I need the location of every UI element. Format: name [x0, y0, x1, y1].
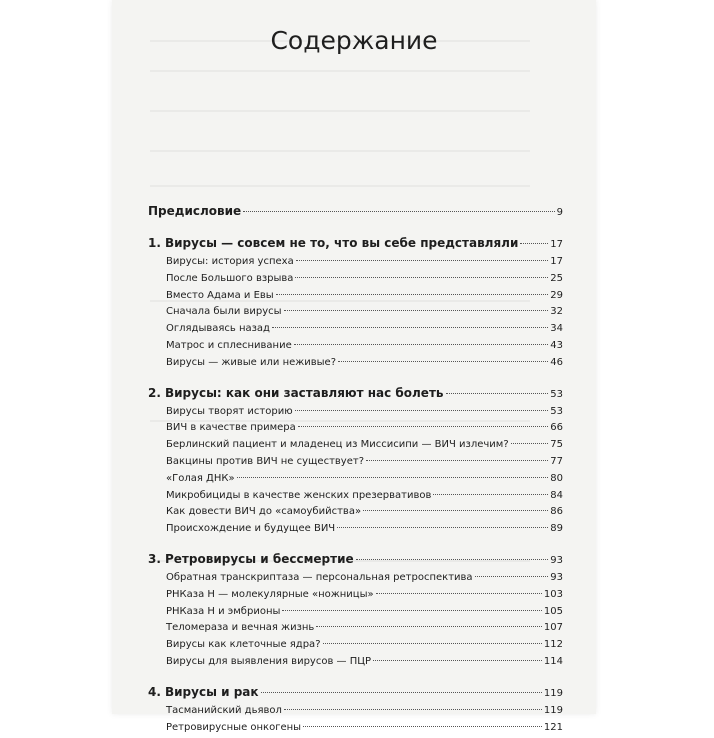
toc-section-title: Вирусы — живые или неживые? — [166, 356, 337, 368]
toc-chapter-page: 93 — [550, 554, 563, 566]
toc-section-page: 32 — [550, 306, 563, 318]
toc-chapter-page: 119 — [543, 687, 563, 699]
toc-section-page: 77 — [550, 455, 563, 467]
toc-section-page: 121 — [543, 721, 563, 733]
toc-section-title: Матрос и сплеснивание — [166, 339, 292, 351]
leader-dots — [376, 593, 542, 594]
leader-dots — [276, 294, 549, 295]
toc-chapter-number: 1. — [148, 236, 161, 250]
toc-preface-page: 9 — [556, 207, 563, 218]
toc-section[interactable] — [148, 490, 563, 507]
toc-chapter-title — [148, 685, 259, 699]
toc-chapter-title — [148, 552, 354, 566]
toc-chapter[interactable] — [148, 236, 563, 256]
toc-section-title: РНКаза Н — молекулярные «ножницы» — [166, 588, 374, 600]
leader-dots — [356, 559, 549, 560]
toc-section-page: 93 — [550, 571, 563, 583]
bleed-through — [150, 185, 530, 187]
toc-chapter-label: Вирусы: как они заставляют нас болеть — [165, 385, 444, 400]
toc-preface-title: Предисловие — [148, 204, 242, 218]
toc-section[interactable] — [148, 406, 563, 423]
toc-section-title: Вирусы: история успеха — [166, 256, 294, 267]
toc-section[interactable] — [148, 606, 563, 623]
toc-section-page: 89 — [550, 523, 563, 535]
toc-section-page: 25 — [550, 272, 563, 284]
toc-section[interactable] — [148, 572, 563, 589]
table-of-contents — [148, 200, 563, 738]
toc-section-page: 17 — [550, 256, 563, 267]
toc-section-title: Теломераза и вечная жизнь — [166, 622, 315, 634]
toc-section-title: Как довести ВИЧ до «самоубийства» — [166, 506, 362, 518]
toc-section[interactable] — [148, 705, 563, 722]
toc-section[interactable] — [148, 422, 563, 439]
toc-section-title: Происхождение и будущее ВИЧ — [166, 523, 336, 535]
toc-chapter[interactable] — [148, 552, 563, 572]
toc-section-page: 114 — [543, 655, 563, 667]
toc-section-title: Тасманийский дьявол — [166, 704, 282, 716]
leader-dots — [237, 477, 549, 478]
toc-chapter-label: Ретровирусы и бессмертие — [165, 551, 354, 566]
toc-chapter-number: 4. — [148, 684, 161, 699]
toc-section-title: После Большого взрыва — [166, 272, 294, 284]
leader-dots — [243, 211, 554, 212]
toc-section[interactable] — [148, 722, 563, 738]
toc-section-title: Обратная транскриптаза — персональная ретроспектива — [166, 571, 473, 583]
toc-section[interactable] — [148, 639, 563, 656]
toc-section-page: 53 — [550, 405, 563, 417]
toc-section-page: 84 — [550, 489, 563, 501]
leader-dots — [272, 327, 548, 328]
toc-chapter-page: 53 — [550, 388, 563, 400]
toc-chapter-title — [148, 386, 444, 400]
toc-chapter-page: 17 — [550, 239, 563, 250]
toc-section-page: 66 — [550, 422, 563, 434]
toc-section-title: Микробициды в качестве женских презервативов — [166, 489, 432, 501]
toc-section-page: 103 — [543, 588, 563, 600]
bleed-through — [150, 70, 530, 72]
leader-dots — [296, 260, 549, 261]
toc-section-page: 34 — [550, 323, 563, 335]
toc-section[interactable] — [148, 290, 563, 307]
toc-section-title: Оглядываясь назад — [166, 323, 270, 335]
leader-dots — [520, 243, 548, 244]
leader-dots — [295, 410, 549, 411]
book-page — [112, 0, 596, 733]
toc-chapter-number: 2. — [148, 385, 161, 400]
toc-section-page: 112 — [543, 639, 563, 651]
leader-dots — [284, 709, 542, 710]
toc-section[interactable] — [148, 323, 563, 340]
toc-section-title: ВИЧ в качестве примера — [166, 422, 296, 434]
toc-section[interactable] — [148, 523, 563, 540]
toc-section[interactable] — [148, 439, 563, 456]
toc-section-title: Вакцины против ВИЧ не существует? — [166, 455, 364, 467]
toc-section-page: 107 — [543, 622, 563, 634]
toc-chapter-label: Вирусы — совсем не то, что вы себе представляли — [165, 236, 519, 250]
toc-section[interactable] — [148, 273, 563, 290]
toc-section[interactable] — [148, 357, 563, 374]
toc-section-page: 46 — [550, 356, 563, 368]
toc-section[interactable] — [148, 473, 563, 490]
toc-preface[interactable] — [148, 204, 563, 224]
leader-dots — [298, 426, 548, 427]
leader-dots — [303, 726, 542, 727]
leader-dots — [373, 660, 542, 661]
toc-chapter[interactable] — [148, 685, 563, 705]
toc-section[interactable] — [148, 306, 563, 323]
leader-dots — [511, 443, 549, 444]
toc-section[interactable] — [148, 256, 563, 273]
leader-dots — [475, 576, 549, 577]
toc-chapter-title — [148, 236, 518, 250]
toc-section[interactable] — [148, 656, 563, 673]
toc-section-title: Вирусы для выявления вирусов — ПЦР — [166, 655, 372, 667]
toc-chapter[interactable] — [148, 386, 563, 406]
leader-dots — [338, 361, 548, 362]
leader-dots — [295, 277, 548, 278]
toc-section-page: 119 — [543, 704, 563, 716]
toc-section[interactable] — [148, 622, 563, 639]
toc-section-title: РНКаза Н и эмбрионы — [166, 605, 281, 617]
bleed-through — [150, 110, 530, 112]
leader-dots — [323, 643, 542, 644]
leader-dots — [363, 510, 548, 511]
page-title: Содержание — [270, 26, 438, 55]
toc-section[interactable] — [148, 506, 563, 523]
toc-chapter-label: Вирусы и рак — [165, 684, 259, 699]
leader-dots — [366, 460, 548, 461]
bleed-through — [150, 150, 530, 152]
toc-section-title: Вирусы как клеточные ядра? — [166, 639, 321, 651]
toc-section-page: 86 — [550, 506, 563, 518]
toc-section-title: Берлинский пациент и младенец из Миссисипи — ВИЧ излечим? — [166, 439, 509, 451]
toc-section-page: 43 — [550, 339, 563, 351]
toc-section-page: 80 — [550, 472, 563, 484]
toc-section-title: Вместо Адама и Евы — [166, 289, 274, 301]
leader-dots — [433, 494, 548, 495]
leader-dots — [316, 626, 542, 627]
toc-section[interactable] — [148, 456, 563, 473]
leader-dots — [294, 344, 549, 345]
leader-dots — [282, 610, 542, 611]
leader-dots — [261, 692, 542, 693]
toc-section[interactable] — [148, 340, 563, 357]
leader-dots — [446, 393, 549, 394]
toc-section-page: 29 — [550, 289, 563, 301]
toc-section-title: Сначала были вирусы — [166, 306, 282, 318]
toc-chapter-number: 3. — [148, 551, 161, 566]
leader-dots — [337, 527, 548, 528]
toc-section-page: 75 — [550, 439, 563, 451]
leader-dots — [284, 310, 549, 311]
toc-section-title: «Голая ДНК» — [166, 472, 235, 484]
toc-section[interactable] — [148, 589, 563, 606]
toc-section-page: 105 — [543, 605, 563, 617]
toc-section-title: Ретровирусные онкогены — [166, 721, 302, 733]
toc-section-title: Вирусы творят историю — [166, 405, 293, 417]
